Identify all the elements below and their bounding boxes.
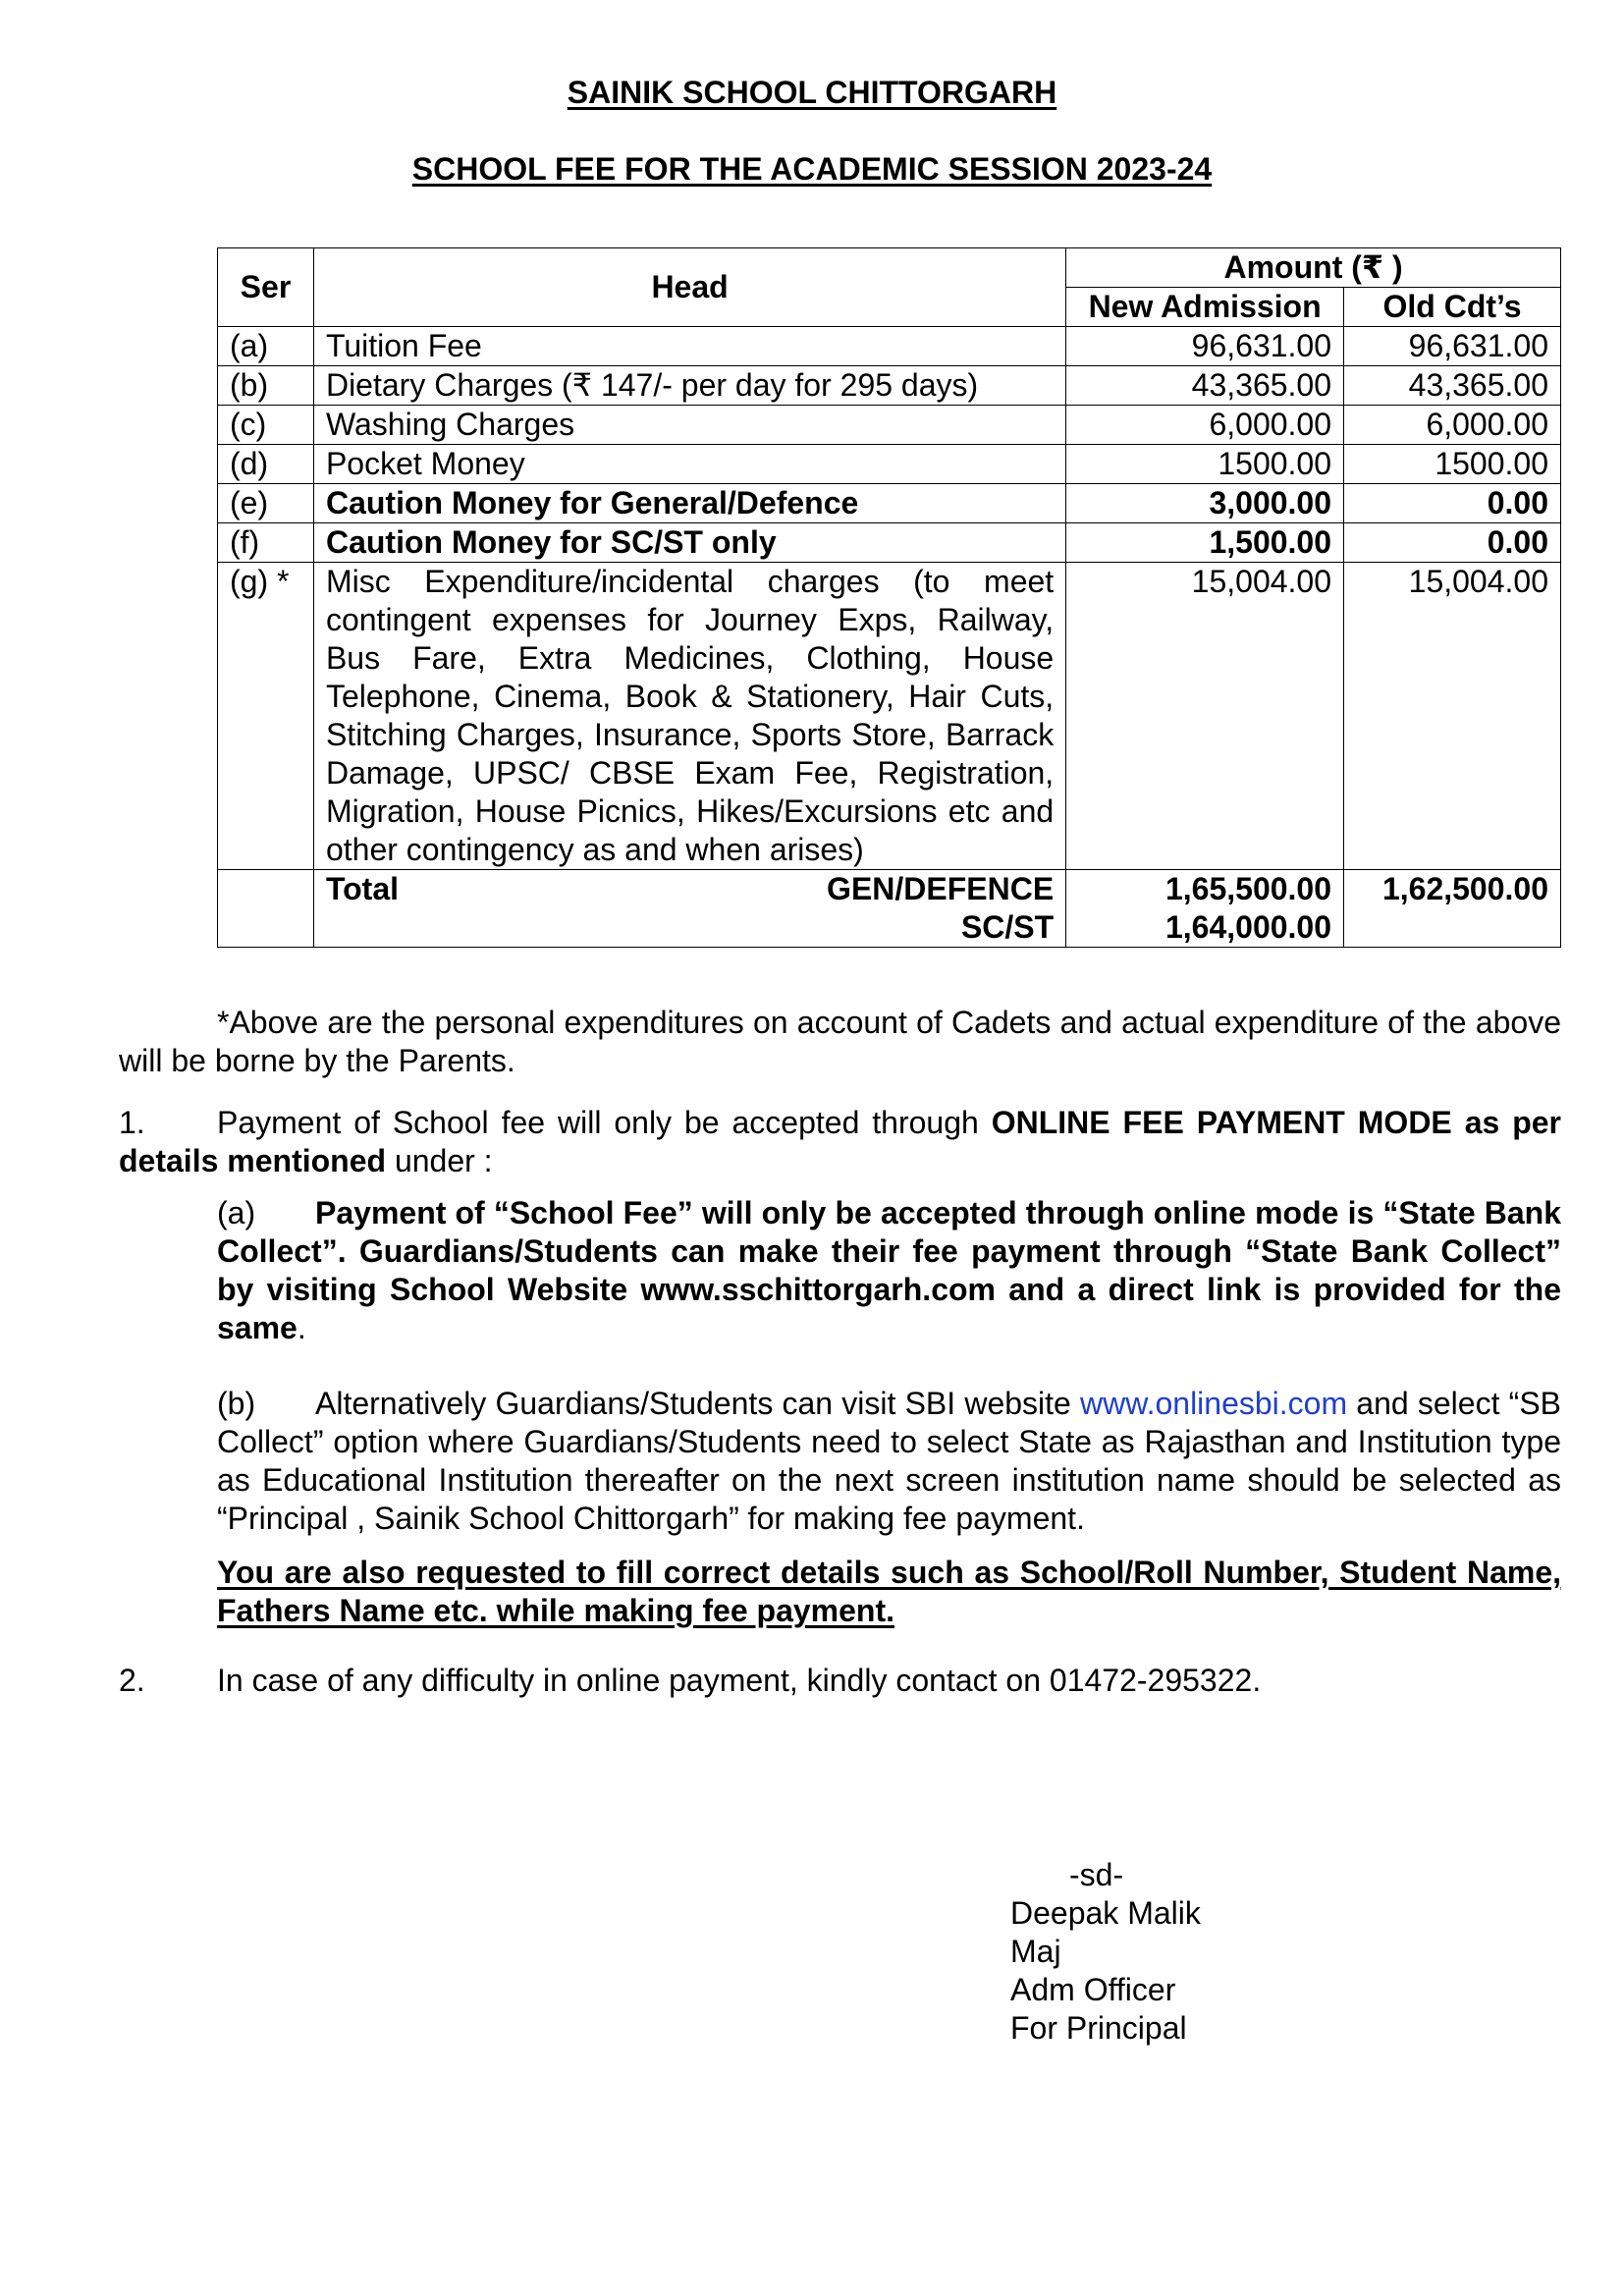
row-old-amount: 6,000.00 (1344, 406, 1561, 445)
paragraph-1-number: 1. (119, 1105, 145, 1140)
paragraph-a-end: . (297, 1310, 306, 1345)
row-ser: (d) (218, 445, 314, 484)
total-ser (218, 870, 314, 948)
row-head: Pocket Money (313, 445, 1065, 484)
table-row (218, 327, 1561, 366)
row-head: Caution Money for SC/ST only (313, 523, 1065, 563)
row-head: Misc Expenditure/incidental charges (to meet contingent expenses for Journey Exps, Railway, Bus Fare, Extra Medicines, Clothing, House Telephone, Cinema, Book & Stationery, Hair Cuts, Stitching Charges, Insurance, Sports Store, Barrack Damage, UPSC/ CBSE Exam Fee, Registration, Migration, House Picnics, Hikes/Excursions etc and other contingency as and when arises) (313, 563, 1065, 870)
paragraph-b-text: Alternatively Guardians/Students can visit SBI website (315, 1386, 1081, 1421)
total-label: Total (325, 871, 400, 906)
row-new-amount: 1500.00 (1066, 445, 1344, 484)
col-old-header: Old Cdt’s (1344, 288, 1561, 327)
signatory-for: For Principal (1010, 2010, 1187, 2046)
signature-sd: -sd- (1069, 1857, 1124, 1892)
sbi-website-link[interactable]: www.onlinesbi.com (1080, 1386, 1348, 1421)
paragraph-a-label: (a) (217, 1195, 256, 1230)
col-new-header: New Admission (1066, 288, 1344, 327)
row-old-amount: 96,631.00 (1344, 327, 1561, 366)
signatory-name: Deepak Malik (1010, 1895, 1201, 1931)
school-name: SAINIK SCHOOL CHITTORGARH (567, 75, 1057, 110)
row-head: Washing Charges (313, 406, 1065, 445)
signature-block (1010, 1856, 1201, 2048)
row-new-amount: 1,500.00 (1066, 523, 1344, 563)
row-new-amount: 96,631.00 (1066, 327, 1344, 366)
row-ser: (e) (218, 484, 314, 523)
table-row (218, 366, 1561, 406)
row-ser: (a) (218, 327, 314, 366)
table-row (218, 406, 1561, 445)
paragraph-2-text: In case of any difficulty in online payment, kindly contact on 01472-295322. (217, 1663, 1262, 1698)
paragraph-1-text: Payment of School fee will only be accepted through (217, 1105, 992, 1140)
paragraph-a (217, 1194, 1561, 1347)
row-ser: (b) (218, 366, 314, 406)
row-new-amount: 15,004.00 (1066, 563, 1344, 870)
paragraph-1-end: under : (386, 1143, 493, 1178)
row-new-amount: 43,365.00 (1066, 366, 1344, 406)
col-head-header: Head (313, 248, 1065, 327)
paragraph-2-number: 2. (119, 1663, 145, 1698)
row-head: Dietary Charges (₹ 147/- per day for 295 days) (313, 366, 1065, 406)
paragraph-b-rest: and select “SB Collect” option where Guardians/Students need to select State as Rajasthan and Institution type as Educational Institution thereafter on the next screen institution name should be selected as “Principal , Sainik School Chittorgarh” for making fee payment. (217, 1386, 1562, 1536)
row-old-amount: 0.00 (1344, 523, 1561, 563)
total-new-amount (1066, 870, 1344, 948)
row-ser: (c) (218, 406, 314, 445)
col-amount-header: Amount (₹ ) (1066, 248, 1561, 288)
col-ser-header: Ser (218, 248, 314, 327)
table-row (218, 445, 1561, 484)
row-ser: (g) * (218, 563, 314, 870)
total-cat-gen: GEN/DEFENCE (827, 871, 1055, 906)
table-header-row (218, 248, 1561, 288)
row-old-amount: 1500.00 (1344, 445, 1561, 484)
row-new-amount: 3,000.00 (1066, 484, 1344, 523)
total-cat-scst: SC/ST (960, 909, 1055, 945)
paragraph-b (217, 1385, 1561, 1538)
row-ser: (f) (218, 523, 314, 563)
signatory-designation: Adm Officer (1010, 1972, 1176, 2007)
row-head: Tuition Fee (313, 327, 1065, 366)
row-old-amount: 15,004.00 (1344, 563, 1561, 870)
row-old-amount: 0.00 (1344, 484, 1561, 523)
total-head (313, 870, 1065, 948)
paragraph-a-text: Payment of “School Fee” will only be accepted through online mode is “State Bank Collect”. Guardians/Students can make their fee payment through “State Bank Collect” by visiting School Website www.sschittorgarh.com and a direct link is provided for the same (217, 1195, 1561, 1345)
paragraph-1-bold: ONLINE FEE PAYMENT MODE as per details mentioned (119, 1105, 1561, 1178)
row-old-amount: 43,365.00 (1344, 366, 1561, 406)
signatory-rank: Maj (1010, 1934, 1061, 1969)
session-title: SCHOOL FEE FOR THE ACADEMIC SESSION 2023-24 (411, 151, 1213, 187)
row-new-amount: 6,000.00 (1066, 406, 1344, 445)
table-row (218, 523, 1561, 563)
expenditure-note: *Above are the personal expenditures on account of Cadets and actual expenditure of the above will be borne by the Parents. (119, 1005, 1561, 1078)
row-head: Caution Money for General/Defence (313, 484, 1065, 523)
request-note: You are also requested to fill correct details such as School/Roll Number, Student Name, Fathers Name etc. while making fee payment. (217, 1555, 1561, 1628)
paragraph-2 (119, 1662, 1561, 1700)
paragraph-b-label: (b) (217, 1386, 256, 1421)
total-new-gen: 1,65,500.00 (1164, 871, 1332, 906)
table-row (218, 563, 1561, 870)
total-old-amount: 1,62,500.00 (1344, 870, 1561, 948)
fee-table (217, 247, 1561, 948)
paragraph-1 (119, 1104, 1561, 1180)
total-row (218, 870, 1561, 948)
table-row (218, 484, 1561, 523)
total-new-scst: 1,64,000.00 (1164, 909, 1332, 945)
